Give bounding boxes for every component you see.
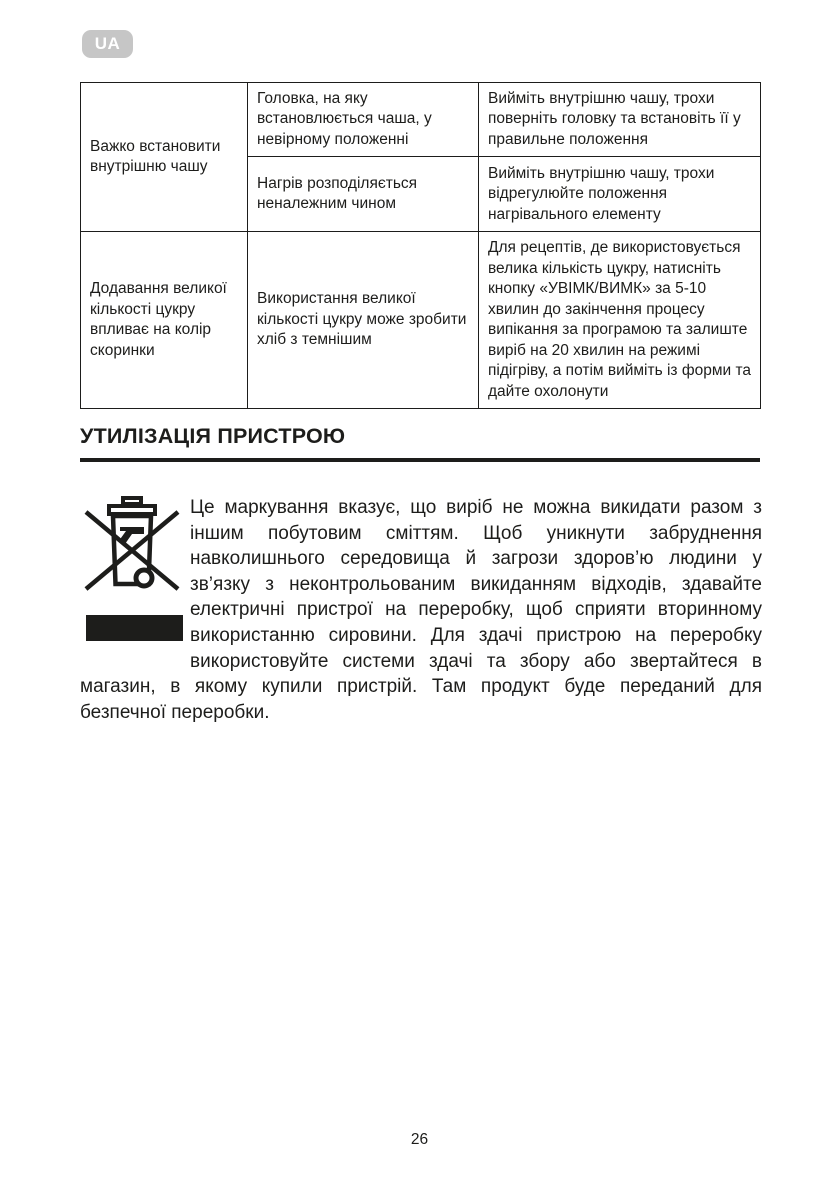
table-row xyxy=(81,83,761,157)
solution-cell: Вийміть внутрішню чашу, трохи поверніть головку та встановіть її у правильне положення xyxy=(479,83,761,157)
problem-cell: Важко встановити внутрішню чашу xyxy=(81,83,248,232)
page-number: 26 xyxy=(410,1131,429,1148)
cause-cell: Головка, на яку встановлюється чаша, у невірному положенні xyxy=(248,83,479,157)
solution-cell: Вийміть внутрішню чашу, трохи відрегулюйте положення нагрівального елементу xyxy=(479,157,761,232)
section-divider xyxy=(80,458,760,462)
language-badge: UA xyxy=(82,30,133,58)
weee-crossed-out-bin-icon xyxy=(82,495,182,597)
disposal-section-body xyxy=(80,495,762,725)
disposal-section-header xyxy=(80,424,760,462)
disposal-paragraph: Це маркування вказує, що виріб не можна викидати разом з іншим побутовим сміттям. Щоб уникнути забруднення навколишнього середовища й загрози здоров’ю людини у зв’язку з неконтрольованим викиданням відходів, здавайте електричні пристрої на переробку, щоб сприяти вторинному використанню сировини. Для здачі пристрою на переробку використовуйте системи здачі та збору або звертайтеся в магазин, в якому купили пристрій. Там продукт буде переданий для безпечної переробки. xyxy=(80,497,762,723)
problem-cell: Додавання великої кількості цукру впливає на колір скоринки xyxy=(81,232,248,409)
section-title: УТИЛІЗАЦІЯ ПРИСТРОЮ xyxy=(80,424,346,448)
solution-cell: Для рецептів, де використовується велика кількість цукру, натисніть кнопку «УВІМК/ВИМК» за 5-10 хвилин до закінчення процесу випікання за програмою та залиште виріб на 20 хвилин на режимі підігріву, а потім вийміть із форми та дайте охолонути xyxy=(479,232,761,409)
cause-cell: Використання великої кількості цукру може зробити хліб з темнішим xyxy=(248,232,479,409)
weee-black-bar-icon xyxy=(86,615,183,641)
table-row xyxy=(81,232,761,409)
troubleshooting-table xyxy=(80,82,761,409)
weee-symbol xyxy=(80,495,186,667)
cause-cell: Нагрів розподіляється неналежним чином xyxy=(248,157,479,232)
